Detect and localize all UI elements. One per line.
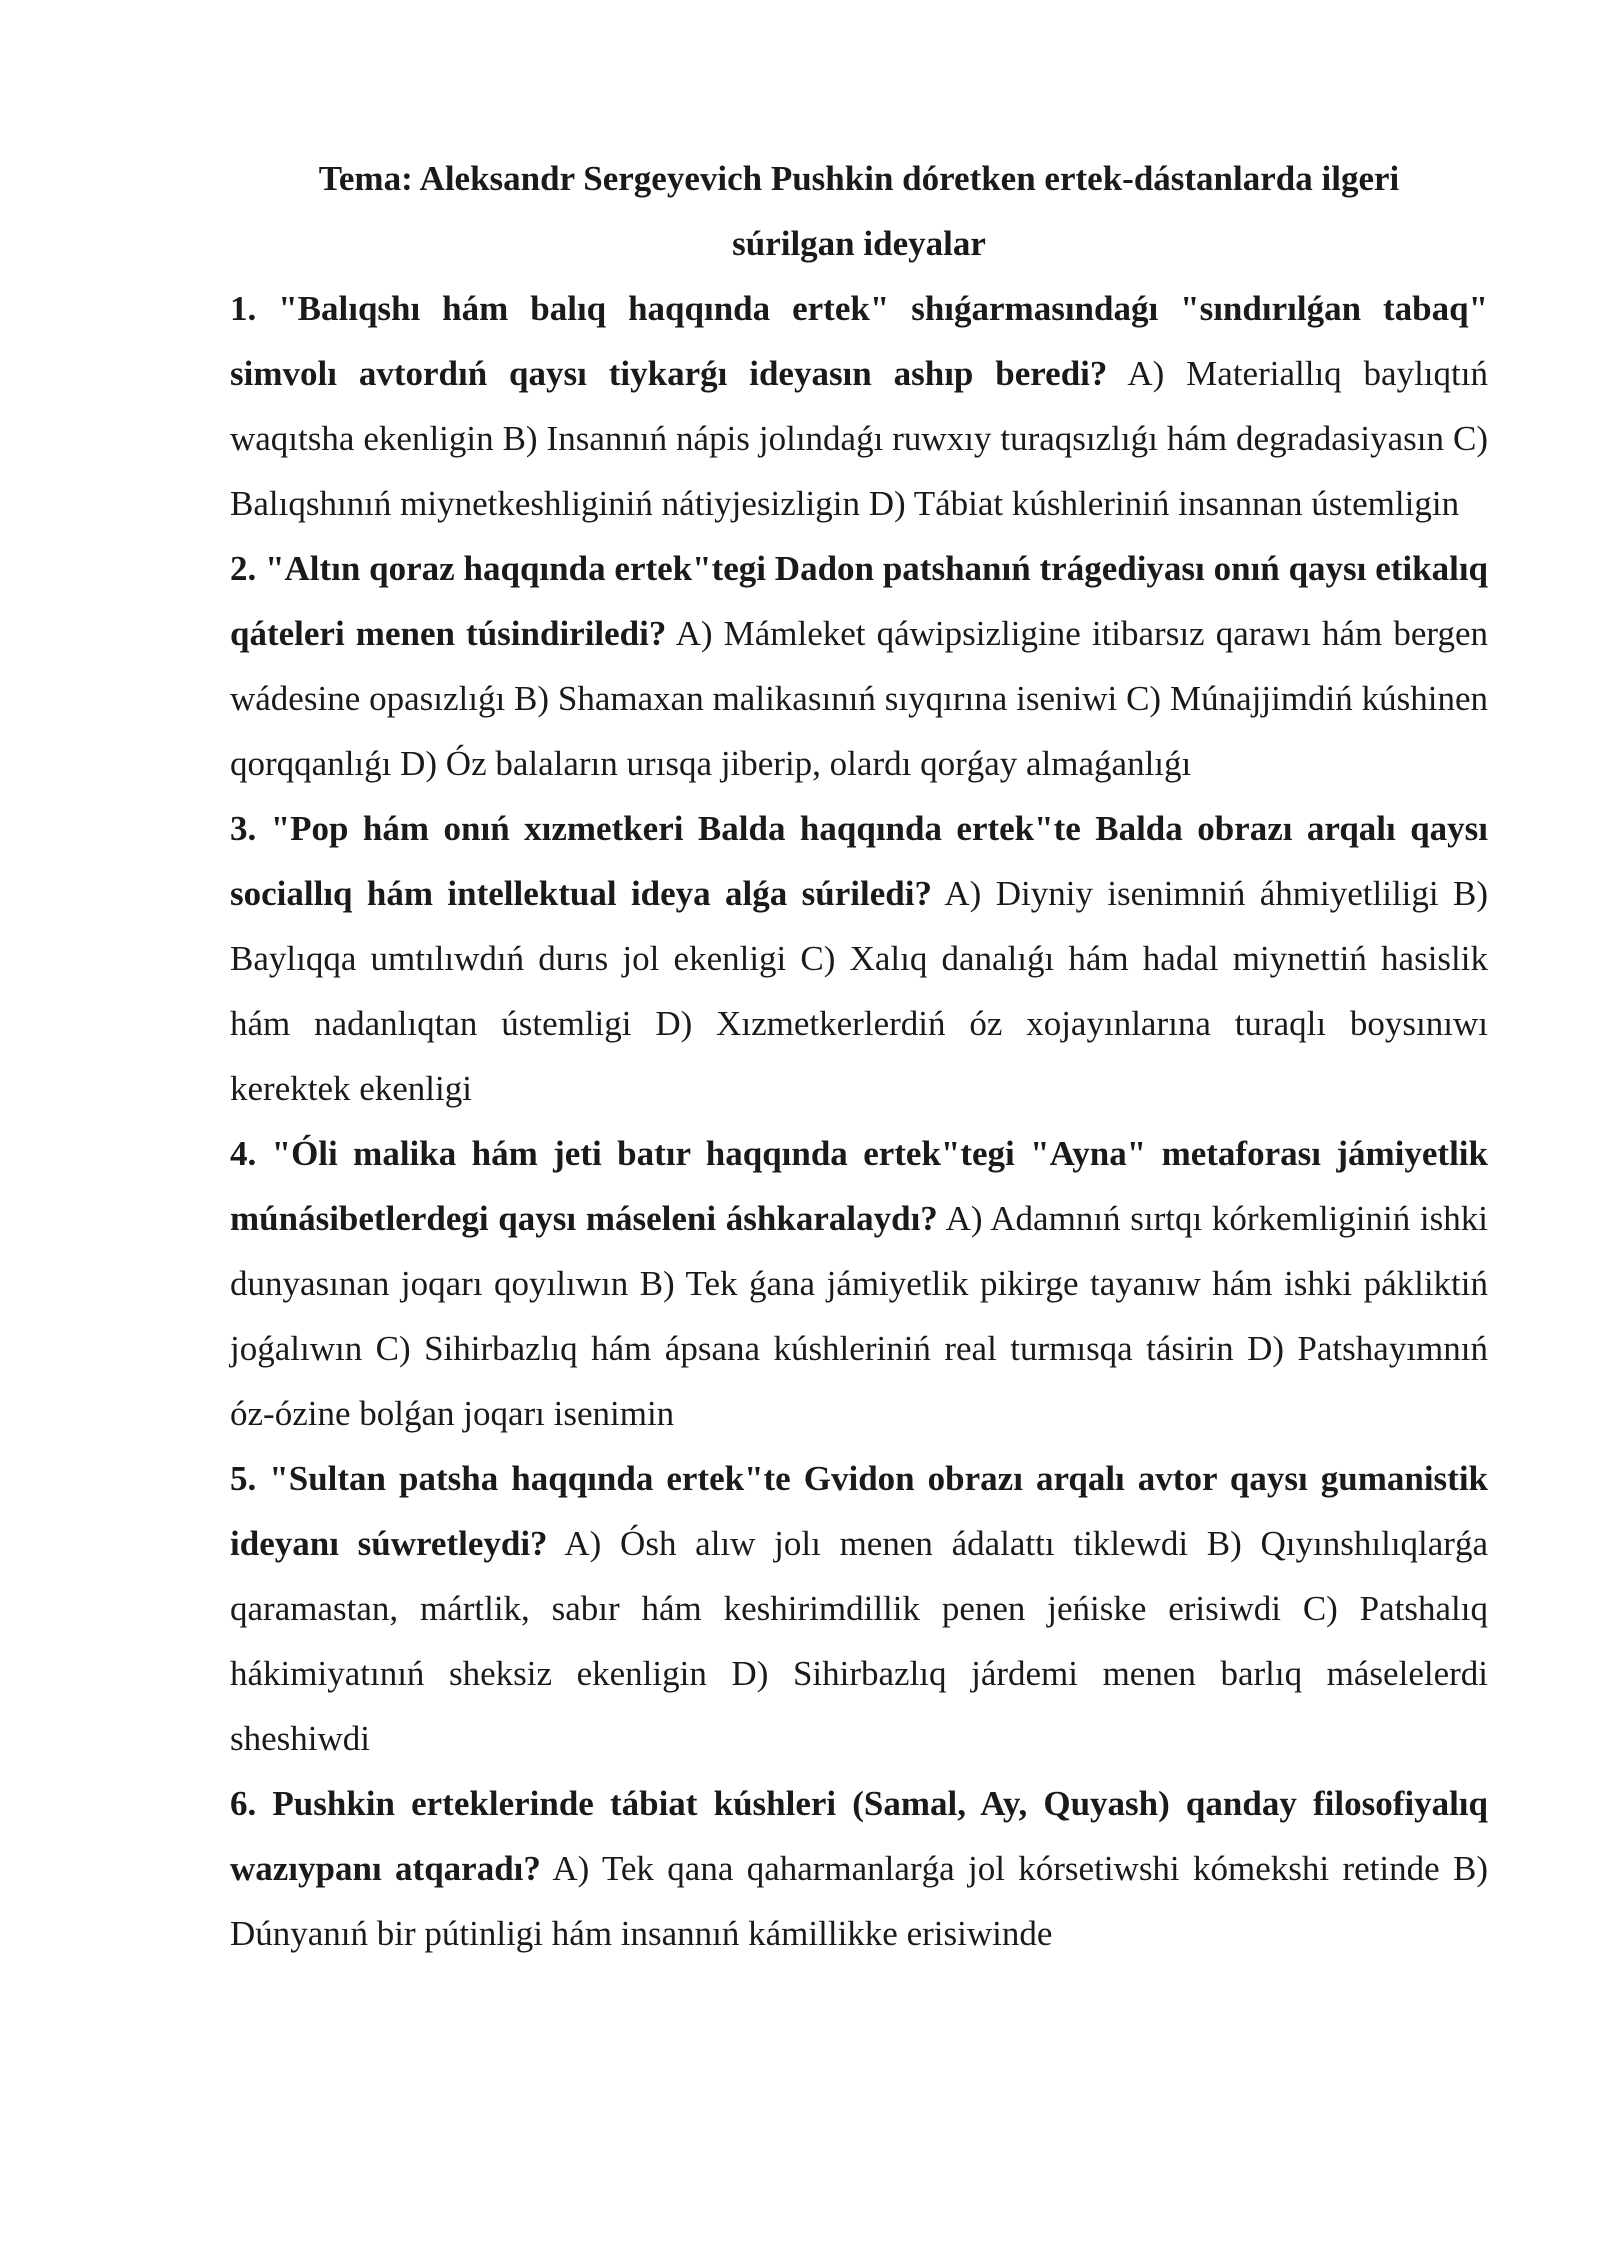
question-number: 1. [230, 289, 257, 328]
question-text: "Balıqshı hám balıq haqqında ertek" shıǵarmasındaǵı "sındırılǵan tabaq" simvolı avtordıń qaysı tiykarǵı ideyasın ashıp beredi? [230, 289, 1489, 393]
question-options: A) Ósh alıw jolı menen ádalattı tiklewdi B) Qıyınshılıqlarǵa qaramastan, mártlik, sabır hám keshirimdillik penen jeńiske erisiwdi C) Patshalıq hákimiyatınıń sheksiz ekenligin D) Sihirbazlıq járdemi menen barlıq máselelerdi sheshiwdi [230, 1524, 1488, 1758]
question-number: 4. [230, 1134, 257, 1173]
question-3 [230, 796, 1488, 1121]
question-options: A) Adamnıń sırtqı kórkemliginiń ishki dunyasınan joqarı qoyılıwın B) Tek ǵana jámiyetlik pikirge tayanıw hám ishki pákliktiń joǵalıwın C) Sihirbazlıq hám ápsana kúshleriniń real turmısqa tásirin D) Patshayımnıń óz-ózine bolǵan joqarı isenimin [230, 1199, 1488, 1433]
question-1 [230, 276, 1488, 536]
question-number: 6. [230, 1784, 257, 1823]
question-options: A) Materiallıq baylıqtıń waqıtsha ekenligin B) Insannıń nápis jolındaǵı ruwxıy turaqsızlıǵı hám degradasiyasın C) Balıqshınıń miynetkeshliginiń nátiyjesizligin D) Tábiat kúshleriniń insannan ústemligin [230, 354, 1488, 523]
document-body [230, 146, 1488, 1966]
question-4 [230, 1121, 1488, 1446]
question-5 [230, 1446, 1488, 1771]
question-number: 3. [230, 809, 257, 848]
question-text: "Altın qoraz haqqında ertek"tegi Dadon patshanıń trágediyası onıń qaysı etikalıq qáteleri menen túsindiriledi? [230, 549, 1489, 653]
question-number: 5. [230, 1459, 257, 1498]
question-number: 2. [230, 549, 257, 588]
question-text: "Óli malika hám jeti batır haqqında ertek"tegi "Ayna" metaforası jámiyetlik múnásibetlerdegi qaysı máseleni áshkaralaydı? [230, 1134, 1488, 1238]
question-options: A) Mámleket qáwipsizligine itibarsız qarawı hám bergen wádesine opasızlıǵı B) Shamaxan malikasınıń sıyqırına iseniwi C) Múnajjimdiń kúshinen qorqqanlıǵı D) Óz balaların urısqa jiberip, olardı qorǵay almaǵanlıǵı [230, 614, 1488, 783]
question-6 [230, 1771, 1488, 1966]
question-options: A) Diyniy isenimniń áhmiyetliligi B) Baylıqqa umtılıwdıń durıs jol ekenligi C) Xalıq danalıǵı hám hadal miynettiń hasislik hám nadanlıqtan ústemligi D) Xızmetkerlerdiń óz xojayınlarına turaqlı boysınıwı kerektek ekenligi [230, 874, 1488, 1108]
question-2 [230, 536, 1488, 796]
question-text: "Sultan patsha haqqında ertek"te Gvidon obrazı arqalı avtor qaysı gumanistik ideyanı súwretleydi? [230, 1459, 1489, 1563]
question-options: A) Tek qana qaharmanlarǵa jol kórsetiwshi kómekshi retinde B) Dúnyanıń bir pútinligi hám insannıń kámillikke erisiwinde [230, 1849, 1488, 1953]
document-title: Tema: Aleksandr Sergeyevich Pushkin dóretken ertek-dástanlarda ilgeri súrilgan ideyalar [318, 159, 1400, 263]
question-text: Pushkin erteklerinde tábiat kúshleri (Samal, Ay, Quyash) qanday filosofiyalıq wazıypanı atqaradı? [230, 1784, 1488, 1888]
question-text: "Pop hám onıń xızmetkeri Balda haqqında ertek"te Balda obrazı arqalı qaysı sociallıq hám intellektual ideya alǵa súriledi? [230, 809, 1488, 913]
